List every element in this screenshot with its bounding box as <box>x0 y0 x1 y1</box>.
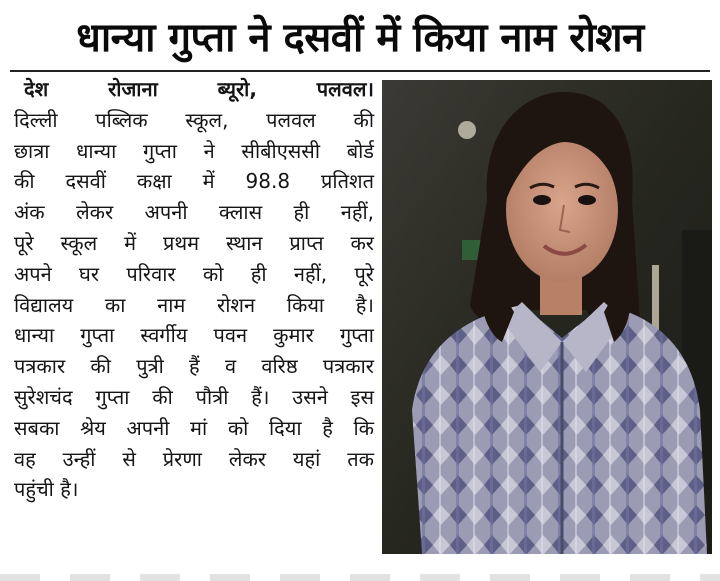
headline-divider <box>10 70 710 72</box>
article-line: वह उन्हीं से प्रेरणा लेकर यहां तक <box>14 446 374 471</box>
article-line: सुरेशचंद गुप्ता की पौत्री हैं। उसने इस <box>14 384 374 409</box>
headline: धान्या गुप्ता ने दसवीं में किया नाम रोशन <box>76 14 644 61</box>
article-line: की दसवीं कक्षा में 98.8 प्रतिशत <box>14 169 374 194</box>
article-line: अपने घर परिवार को ही नहीं, पूरे <box>14 261 374 286</box>
page-bottom-strip <box>0 574 720 581</box>
ceiling-light-icon <box>458 121 476 139</box>
article-line: दिल्ली पब्लिक स्कूल, पलवल की <box>14 107 374 132</box>
article-line: सबका श्रेय अपनी मां को दिया है कि <box>14 415 374 440</box>
dateline: देश रोजाना ब्यूरो, पलवल। <box>24 77 374 101</box>
portrait-photo <box>382 80 712 554</box>
article-line: अंक लेकर अपनी क्लास ही नहीं, <box>14 200 374 225</box>
article-line: धान्या गुप्ता स्वर्गीय पवन कुमार गुप्ता <box>14 323 374 348</box>
article-body <box>14 74 374 505</box>
right-eye <box>578 195 596 205</box>
portrait-illustration <box>382 80 712 554</box>
article-line: विद्यालय का नाम रोशन किया है। <box>14 292 374 317</box>
article-line: छात्रा धान्या गुप्ता ने सीबीएससी बोर्ड <box>14 138 374 163</box>
article-line: पहुंची है। <box>14 477 79 502</box>
article-line: पत्रकार की पुत्री हैं व वरिष्ठ पत्रकार <box>14 354 374 379</box>
article-line: पूरे स्कूल में प्रथम स्थान प्राप्त कर <box>14 230 374 255</box>
left-eye <box>533 195 551 205</box>
